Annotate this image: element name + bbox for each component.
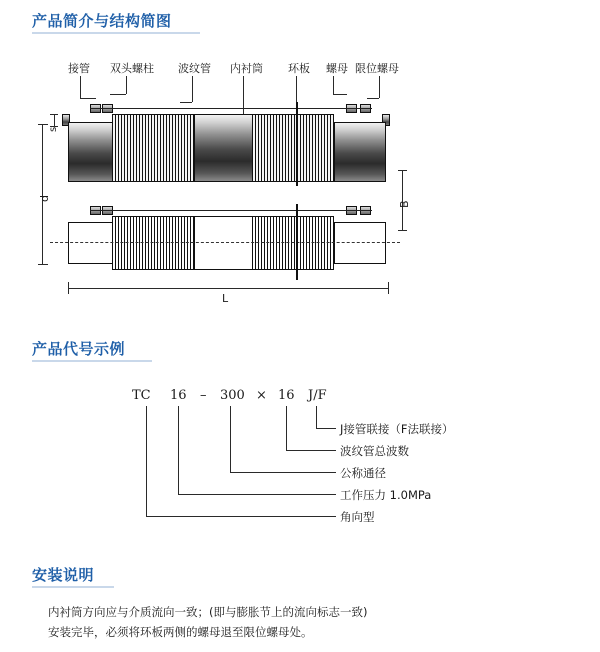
callout-label-limitnut: 限位螺母 (355, 62, 399, 75)
callout-label-liner: 内衬筒 (230, 62, 263, 75)
pipe-right-bot (334, 222, 386, 264)
section-underline-install (32, 586, 114, 588)
code-leg-pressure (178, 494, 336, 495)
pipe-right-top (334, 122, 386, 182)
leader-line-ringplate (296, 76, 297, 102)
leader-line-stud-h (110, 94, 126, 95)
dim-tick-L-right (388, 282, 389, 294)
leader-line-nut (333, 76, 334, 94)
bellow-right-top (252, 114, 334, 182)
center-line (50, 242, 400, 243)
leader-line-pipe (80, 76, 81, 98)
code-line-waves (286, 406, 287, 450)
dim-tick-d-bot (38, 264, 48, 265)
ring-plate-top (296, 102, 298, 186)
code-leg-series (146, 516, 336, 517)
dim-line-s (54, 114, 55, 126)
bellow-right-bot (252, 216, 334, 270)
ring-plate-bot (296, 204, 298, 280)
code-token-diameter: 300 (220, 388, 245, 403)
dim-label-s: s (48, 126, 59, 132)
section-title-code: 产品代号示例 (32, 340, 126, 358)
leader-line-stud (126, 76, 127, 94)
code-line-pressure (178, 406, 179, 494)
leader-line-limitnut (379, 76, 380, 98)
section-title-install: 安装说明 (32, 566, 95, 584)
dim-tick-B-top (398, 170, 407, 171)
install-note-1: 内衬筒方向应与介质流向一致；(即与膨胀节上的流向标志一致) (48, 605, 368, 619)
structure-diagram (30, 60, 570, 310)
bellow-left-bot (112, 216, 194, 270)
callout-label-ringplate: 环板 (288, 62, 310, 75)
code-token-series: TC (132, 388, 151, 403)
code-token-pressure: 16 (170, 388, 187, 403)
code-legend-waves: 波纹管总波数 (340, 444, 409, 458)
code-line-connection (316, 406, 317, 428)
code-token-times: × (256, 388, 267, 403)
code-token-waves: 16 (278, 388, 295, 403)
dim-label-d: d (38, 195, 51, 202)
section-underline-code (32, 360, 152, 362)
code-legend-series: 角向型 (340, 510, 375, 524)
section-underline-intro (32, 32, 200, 34)
dim-label-B: B (398, 200, 411, 208)
bellow-left-top (112, 114, 194, 182)
section-title-intro: 产品简介与结构简图 (32, 12, 172, 30)
dim-line-L (68, 288, 388, 289)
liner-bot (194, 216, 254, 270)
code-line-diameter (230, 406, 231, 472)
product-code-example (0, 370, 600, 550)
leader-line-nut-h (333, 94, 347, 95)
pipe-left-top (68, 122, 114, 182)
leader-line-pipe-h (80, 98, 96, 99)
code-legend-pressure: 工作压力 1.0MPa (340, 488, 432, 502)
callout-label-pipe: 接管 (68, 62, 90, 75)
stud-rod-top (90, 108, 372, 109)
callout-label-bellow: 波纹管 (178, 62, 211, 75)
install-note-2: 安装完毕，必须将环板两侧的螺母退至限位螺母处。 (48, 625, 313, 639)
code-leg-diameter (230, 472, 336, 473)
callout-label-nut: 螺母 (326, 62, 348, 75)
dim-label-L: L (222, 292, 229, 305)
dim-line-d (42, 124, 43, 264)
dim-tick-d-top (38, 124, 48, 125)
leader-line-bellow (192, 76, 193, 102)
dim-tick-L-left (68, 282, 69, 294)
code-leg-connection (316, 428, 336, 429)
code-legend-connection: J接管联接（F法联接） (340, 422, 454, 436)
code-token-dash: – (200, 388, 207, 403)
callout-label-stud: 双头螺柱 (110, 62, 154, 75)
pipe-left-bot (68, 222, 114, 264)
stud-rod-bot (90, 210, 372, 211)
code-leg-waves (286, 450, 336, 451)
code-legend-diameter: 公称通径 (340, 466, 386, 480)
liner-top (194, 114, 254, 182)
code-token-connection: J/F (308, 388, 327, 403)
leader-line-bellow-h (180, 102, 192, 103)
code-line-series (146, 406, 147, 516)
dim-tick-s-top (50, 114, 58, 115)
dim-tick-B-bot (398, 230, 407, 231)
leader-line-limitnut-h (367, 98, 379, 99)
